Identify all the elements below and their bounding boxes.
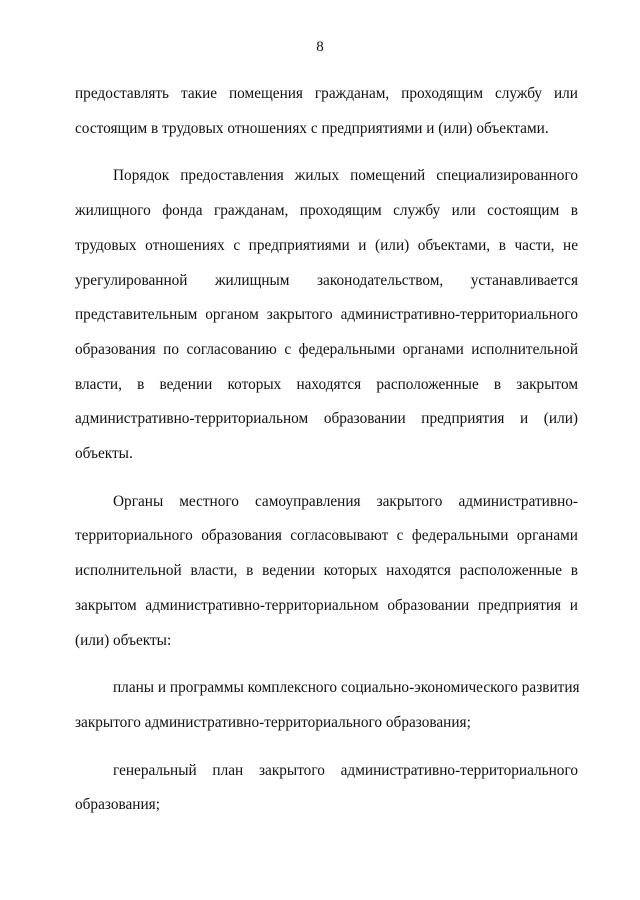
text-line: Органы местного самоуправления закрытого административно- (113, 492, 578, 510)
text-line: административно-территориальном образовании предприятия и (или) (75, 410, 578, 428)
text-line: (или) объекты: (75, 631, 172, 649)
text-line: трудовых отношениях с предприятиями и (или) объектами, в части, не (75, 236, 578, 254)
text-line: территориального образования согласовывают с федеральными органами (75, 527, 578, 545)
text-line: власти, в ведении которых находятся расположенные в закрытом (75, 375, 578, 393)
text-line: Порядок предоставления жилых помещений специализированного (113, 167, 578, 185)
text-line: образования по согласованию с федеральными органами исполнительной (75, 340, 578, 358)
paragraph-housing-procedure (75, 159, 578, 471)
text-line: закрытом административно-территориальном образовании предприятия и (75, 596, 578, 614)
text-line: урегулированной жилищным законодательством, устанавливается (75, 271, 578, 289)
text-line: закрытого административно-территориального образования; (75, 713, 471, 731)
text-line: планы и программы комплексного социально-экономического развития (113, 679, 580, 697)
text-line: представительным органом закрытого административно-территориального (75, 306, 578, 324)
text-line: предоставлять такие помещения гражданам, проходящим службу или (75, 85, 578, 102)
text-line: исполнительной власти, в ведении которых находятся расположенные в (75, 562, 578, 580)
text-line: образования; (75, 796, 160, 814)
text-line: объекты. (75, 445, 133, 463)
text-line: генеральный план закрытого административно-территориального (113, 761, 578, 779)
document-body (75, 77, 578, 823)
text-line: состоящим в трудовых отношениях с предприятиями и (или) объектами. (75, 119, 549, 137)
paragraph-continuation (75, 77, 578, 146)
paragraph-local-government (75, 485, 578, 659)
text-line: жилищного фонда гражданам, проходящим службу или состоящим в (75, 202, 578, 220)
paragraph-development-plans (75, 671, 578, 740)
paragraph-general-plan (75, 754, 578, 823)
page-number: 8 (316, 39, 324, 55)
